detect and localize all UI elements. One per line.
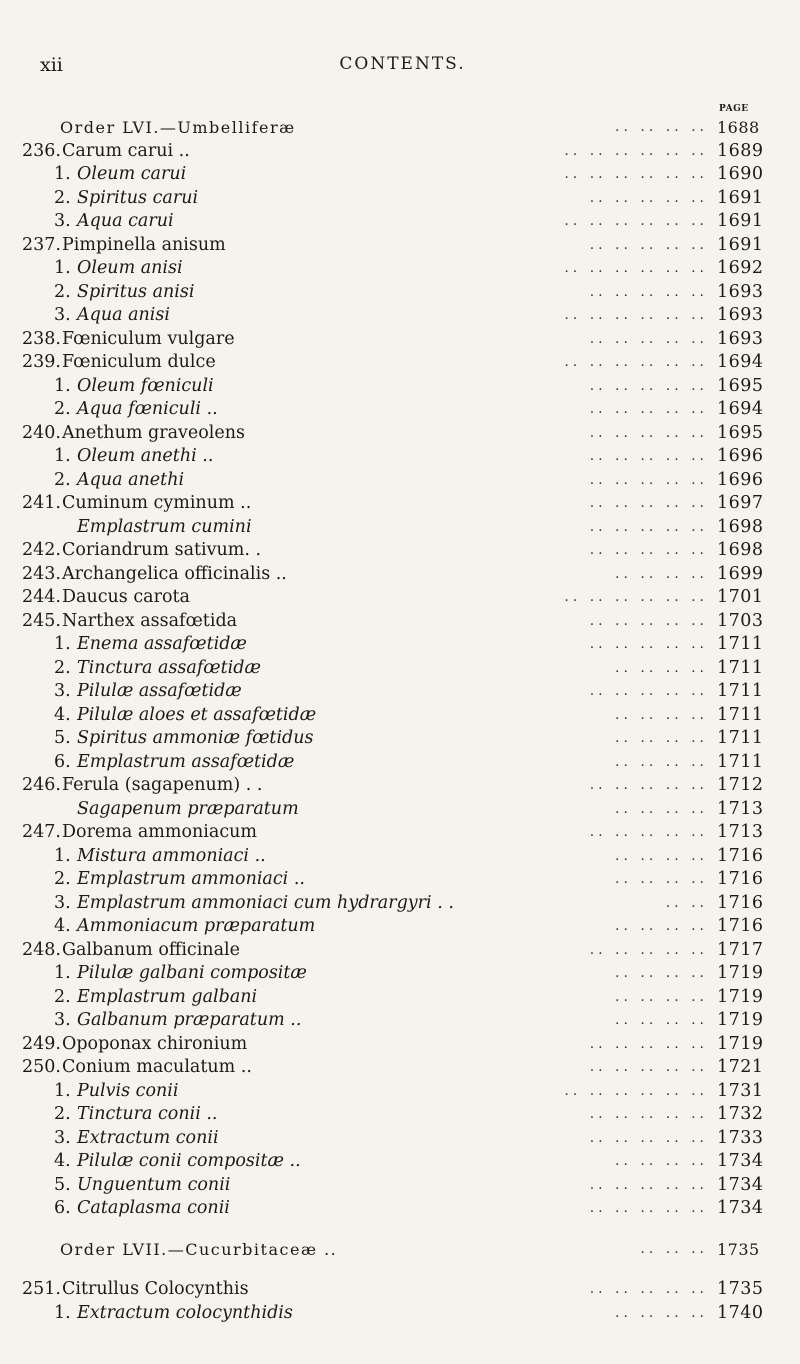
page-reference: 1711 (717, 681, 764, 701)
entry-title: Conium maculatum .. (62, 1057, 252, 1077)
page-reference: 1711 (717, 657, 764, 678)
page-reference: 1734 (717, 1151, 764, 1171)
dot-leader: .. .. .. .. .. (589, 377, 708, 394)
entry-number: 245. (22, 610, 61, 631)
dot-leader: .. .. .. .. (615, 800, 708, 817)
page-reference: 1690 (717, 164, 764, 184)
sub-entry-number: 2. (54, 1104, 71, 1124)
sub-entry-number: 1. (54, 375, 71, 396)
dot-leader: .. .. .. .. .. .. (564, 354, 708, 370)
dot-leader: .. .. .. .. .. (589, 636, 708, 652)
sub-entry-number: 3. (54, 1010, 71, 1030)
entry-title: Emplastrum assafœtidæ (77, 751, 295, 772)
entry-number: 238. (22, 328, 61, 349)
sub-entry-number: 1. (54, 446, 71, 466)
dot-leader: .. .. .. .. .. (589, 330, 708, 347)
entry-title: Anethum graveolens (62, 422, 245, 443)
entry-title: Oleum fœniculi (77, 375, 214, 396)
contents-entry (0, 516, 800, 540)
page-reference: 1698 (717, 516, 764, 537)
sub-entry-number: 2. (54, 869, 71, 889)
entry-title: Spiritus ammoniæ fœtidus (77, 728, 314, 748)
page-reference: 1733 (717, 1127, 764, 1148)
dot-leader: .. .. .. .. (615, 871, 708, 887)
page-number: xii (40, 54, 63, 76)
sub-entry-number: 5. (54, 1174, 71, 1195)
contents-entry (0, 704, 800, 728)
sub-entry-number: 5. (54, 728, 71, 748)
contents-entry (0, 657, 800, 681)
entry-title: Pulvis conii (77, 1080, 179, 1101)
entry-title: Emplastrum cumini (77, 516, 252, 537)
contents-entry (0, 234, 800, 258)
running-title: CONTENTS. (339, 54, 466, 74)
entry-title: Extractum conii (77, 1127, 219, 1148)
dot-leader: .. .. .. (640, 1240, 708, 1257)
contents-entry (0, 1080, 800, 1104)
contents-entry (0, 751, 800, 775)
entry-number: 241. (22, 493, 61, 513)
contents-entry (0, 563, 800, 587)
contents-entry (0, 774, 800, 798)
entry-title: Pilulæ conii compositæ .. (77, 1151, 301, 1171)
sub-entry-number: 4. (54, 1151, 71, 1171)
page-reference: 1695 (717, 422, 764, 443)
page-reference: 1740 (717, 1302, 764, 1323)
page-reference: 1716 (717, 845, 764, 866)
entry-title: Spiritus anisi (77, 281, 195, 302)
dot-leader: .. .. .. .. .. (589, 1176, 708, 1193)
entry-number: 240. (22, 422, 61, 443)
entry-number: 236. (22, 140, 61, 161)
dot-leader: .. .. .. .. .. .. (564, 1082, 708, 1099)
entry-title: Oleum anisi (77, 258, 183, 278)
page-reference: 1735 (717, 1239, 760, 1259)
dot-leader: .. .. .. .. .. (589, 777, 708, 793)
entry-title: Fœniculum vulgare (62, 328, 235, 349)
page-reference: 1693 (717, 305, 764, 325)
contents-entry (0, 939, 800, 963)
entry-title: Spiritus carui (77, 187, 199, 208)
contents-entry (0, 1103, 800, 1127)
order-heading (0, 116, 800, 140)
contents-entry (0, 163, 800, 187)
contents-entry (0, 962, 800, 986)
entry-title: Sagapenum præparatum (77, 798, 299, 819)
dot-leader: .. .. .. .. .. .. (564, 589, 708, 605)
entry-title: Emplastrum ammoniaci cum hydrargyri . . (77, 892, 454, 913)
entry-title: Galbanum præparatum .. (77, 1010, 302, 1030)
dot-leader: .. .. .. .. (615, 1012, 708, 1028)
dot-leader: .. .. .. .. .. (589, 1200, 708, 1216)
contents-entry (0, 821, 800, 845)
contents-entry (0, 986, 800, 1010)
entry-title: Order LVII.—Cucurbitaceæ .. (60, 1239, 338, 1259)
contents-entry (0, 727, 800, 751)
dot-leader: .. .. .. .. .. (589, 401, 708, 417)
contents-entry (0, 445, 800, 469)
page-reference: 1721 (717, 1057, 764, 1077)
contents-entry (0, 398, 800, 422)
page-reference: 1688 (717, 118, 760, 137)
dot-leader: .. .. .. .. (615, 659, 708, 676)
sub-entry-number: 1. (54, 634, 71, 654)
sub-entry-number: 1. (54, 1080, 71, 1101)
entry-title: Oleum anethi .. (77, 446, 214, 466)
entry-title: Citrullus Colocynthis (62, 1279, 249, 1299)
contents-entry (0, 257, 800, 281)
page-reference: 1711 (717, 728, 764, 748)
contents-entry (0, 1056, 800, 1080)
page-reference: 1693 (717, 328, 764, 349)
entry-number: 237. (22, 234, 61, 255)
entry-number: 250. (22, 1057, 61, 1077)
entry-number: 244. (22, 587, 61, 607)
dot-leader: .. .. .. .. (615, 847, 708, 864)
page-reference: 1696 (717, 469, 764, 490)
page-reference: 1711 (717, 751, 764, 772)
sub-entry-number: 4. (54, 916, 71, 936)
entry-number: 249. (22, 1033, 61, 1054)
page-reference: 1694 (717, 352, 764, 372)
dot-leader: .. .. .. .. .. (589, 283, 708, 300)
dot-leader: .. .. .. .. .. (589, 495, 708, 511)
entry-title: Archangelica officinalis .. (62, 563, 287, 584)
dot-leader: .. .. .. .. .. (589, 1035, 708, 1052)
dot-leader: .. .. .. .. (615, 730, 708, 746)
page-reference: 1691 (717, 187, 764, 208)
entry-title: Carum carui .. (62, 140, 190, 161)
entry-number: 247. (22, 822, 61, 842)
entry-title: Daucus carota (62, 587, 190, 607)
contents-entry (0, 845, 800, 869)
entry-title: Oleum carui (77, 164, 187, 184)
running-head (40, 54, 765, 78)
contents-entry (0, 328, 800, 352)
contents-entry (0, 304, 800, 328)
page-reference: 1713 (717, 798, 764, 819)
dot-leader: .. .. .. .. .. (589, 1129, 708, 1146)
dot-leader: .. .. .. .. .. .. (564, 307, 708, 323)
contents-entry (0, 915, 800, 939)
contents-entry (0, 1127, 800, 1151)
dot-leader: .. .. .. .. .. .. (564, 166, 708, 182)
dot-leader: .. .. .. .. .. (589, 236, 708, 253)
entry-title: Fœniculum dulce (62, 352, 216, 372)
page-reference: 1719 (717, 1010, 764, 1030)
page-reference: 1689 (717, 140, 764, 161)
page-reference: 1719 (717, 986, 764, 1007)
contents-entry (0, 1009, 800, 1033)
entry-title: Pilulæ galbani compositæ (77, 963, 307, 983)
contents-entry (0, 1302, 800, 1326)
page-reference: 1717 (717, 939, 764, 960)
entry-title: Opoponax chironium (62, 1033, 248, 1054)
page-reference: 1712 (717, 775, 764, 795)
dot-leader: .. .. .. .. (615, 706, 708, 723)
contents-entry (0, 892, 800, 916)
entry-title: Extractum colocynthidis (77, 1302, 293, 1323)
sub-entry-number: 2. (54, 986, 71, 1007)
sub-entry-number: 2. (54, 469, 71, 490)
entry-number: 243. (22, 563, 61, 584)
sub-entry-number: 1. (54, 963, 71, 983)
contents-entry (0, 798, 800, 822)
contents-entry (0, 210, 800, 234)
dot-leader: .. .. .. .. .. .. (564, 142, 708, 159)
page-reference: 1732 (717, 1104, 764, 1124)
entry-title: Aqua fœniculi .. (77, 399, 218, 419)
entry-title: Aqua anisi (77, 305, 170, 325)
sub-entry-number: 2. (54, 399, 71, 419)
contents-entry (0, 539, 800, 563)
entry-title: Narthex assafœtida (62, 610, 238, 631)
dot-leader: .. .. .. .. .. (589, 518, 708, 535)
contents-entry (0, 187, 800, 211)
entry-title: Ammoniacum præparatum (77, 916, 316, 936)
contents-entry (0, 1197, 800, 1221)
contents-entry (0, 422, 800, 446)
entry-title: Ferula (sagapenum) . . (62, 775, 263, 795)
dot-leader: .. .. .. .. (615, 1304, 708, 1321)
page-reference: 1734 (717, 1198, 764, 1218)
sub-entry-number: 6. (54, 1198, 71, 1218)
entry-number: 248. (22, 939, 61, 960)
dot-leader: .. .. .. .. (615, 753, 708, 770)
contents-entry (0, 1278, 800, 1302)
entry-title: Unguentum conii (77, 1174, 231, 1195)
dot-leader: .. .. .. .. .. (589, 424, 708, 441)
dot-leader: .. .. .. .. .. (589, 471, 708, 488)
page-reference: 1716 (717, 916, 764, 936)
entry-title: Order LVI.—Umbelliferæ (60, 118, 296, 137)
page-reference: 1691 (717, 211, 764, 231)
sub-entry-number: 4. (54, 704, 71, 725)
contents-entry (0, 281, 800, 305)
page-reference: 1734 (717, 1174, 764, 1195)
entry-title: Pilulæ assafœtidæ (77, 681, 242, 701)
dot-leader: .. .. .. .. .. (589, 1281, 708, 1297)
contents-entry (0, 633, 800, 657)
dot-leader: .. .. .. .. (615, 965, 708, 981)
page-reference: 1698 (717, 540, 764, 560)
dot-leader: .. .. .. .. (615, 1153, 708, 1169)
page-reference: 1697 (717, 493, 764, 513)
dot-leader: .. .. .. .. .. (589, 1059, 708, 1075)
dot-leader: .. .. .. .. .. (589, 612, 708, 629)
entry-title: Pilulæ aloes et assafœtidæ (77, 704, 317, 725)
entry-title: Mistura ammoniaci .. (77, 845, 266, 866)
entry-title: Coriandrum sativum. . (62, 540, 262, 560)
page-reference: 1695 (717, 375, 764, 396)
page-reference: 1696 (717, 446, 764, 466)
page-reference: 1716 (717, 892, 764, 913)
page-reference: 1716 (717, 869, 764, 889)
page-reference: 1699 (717, 563, 764, 584)
contents-entry (0, 1150, 800, 1174)
dot-leader: .. .. .. .. (615, 119, 708, 135)
contents-entry (0, 1033, 800, 1057)
contents-entry (0, 680, 800, 704)
entry-title: Cuminum cyminum .. (62, 493, 252, 513)
sub-entry-number: 1. (54, 164, 71, 184)
entry-title: Galbanum officinale (62, 939, 240, 960)
page-reference: 1719 (717, 1033, 764, 1054)
entry-title: Emplastrum galbani (77, 986, 258, 1007)
contents-entry (0, 610, 800, 634)
contents-entry (0, 140, 800, 164)
dot-leader: .. .. .. .. .. (589, 189, 708, 206)
contents-entry (0, 586, 800, 610)
page-reference: 1691 (717, 234, 764, 255)
sub-entry-number: 1. (54, 258, 71, 278)
entry-title: Aqua anethi (77, 469, 185, 490)
page-reference: 1711 (717, 634, 764, 654)
contents-entry (0, 1174, 800, 1198)
dot-leader: .. .. .. .. (615, 565, 708, 582)
dot-leader: .. .. (665, 894, 708, 911)
entry-title: Pimpinella anisum (62, 234, 226, 255)
dot-leader: .. .. .. .. .. .. (564, 260, 708, 276)
entry-title: Enema assafœtidæ (77, 634, 247, 654)
entry-number: 251. (22, 1279, 61, 1299)
dot-leader: .. .. .. .. .. (589, 683, 708, 699)
dot-leader: .. .. .. .. .. .. (564, 213, 708, 229)
sub-entry-number: 2. (54, 187, 71, 208)
contents-entry (0, 351, 800, 375)
sub-entry-number: 3. (54, 681, 71, 701)
page-reference: 1694 (717, 399, 764, 419)
page-reference: 1703 (717, 610, 764, 631)
page-reference: 1719 (717, 963, 764, 983)
sub-entry-number: 3. (54, 211, 71, 231)
contents-entry (0, 375, 800, 399)
contents-list (0, 116, 800, 1325)
sub-entry-number: 2. (54, 281, 71, 302)
entry-title: Aqua carui (77, 211, 174, 231)
dot-leader: .. .. .. .. .. (589, 1106, 708, 1122)
entry-title: Cataplasma conii (77, 1198, 230, 1218)
contents-entry (0, 469, 800, 493)
contents-entry (0, 868, 800, 892)
entry-title: Emplastrum ammoniaci .. (77, 869, 305, 889)
dot-leader: .. .. .. .. .. (589, 824, 708, 840)
entry-number: 246. (22, 775, 61, 795)
dot-leader: .. .. .. .. (615, 918, 708, 934)
dot-leader: .. .. .. .. .. (589, 542, 708, 558)
page-reference: 1735 (717, 1279, 764, 1299)
dot-leader: .. .. .. .. (615, 988, 708, 1005)
sub-entry-number: 6. (54, 751, 71, 772)
page-reference: 1692 (717, 258, 764, 278)
entry-title: Dorema ammoniacum (62, 822, 258, 842)
sub-entry-number: 3. (54, 892, 71, 913)
page-reference: 1731 (717, 1080, 764, 1101)
entry-title: Tinctura assafœtidæ (77, 657, 261, 678)
sub-entry-number: 1. (54, 845, 71, 866)
page-reference: 1701 (717, 587, 764, 607)
dot-leader: .. .. .. .. .. (589, 941, 708, 958)
sub-entry-number: 1. (54, 1302, 71, 1323)
sub-entry-number: 3. (54, 1127, 71, 1148)
entry-title: Tinctura conii .. (77, 1104, 218, 1124)
entry-number: 242. (22, 540, 61, 560)
order-heading (0, 1238, 800, 1262)
page-reference: 1693 (717, 281, 764, 302)
page-column-label: PAGE (719, 104, 749, 114)
page-reference: 1713 (717, 822, 764, 842)
contents-entry (0, 492, 800, 516)
sub-entry-number: 3. (54, 305, 71, 325)
dot-leader: .. .. .. .. .. (589, 448, 708, 464)
sub-entry-number: 2. (54, 657, 71, 678)
page-reference: 1711 (717, 704, 764, 725)
entry-number: 239. (22, 352, 61, 372)
